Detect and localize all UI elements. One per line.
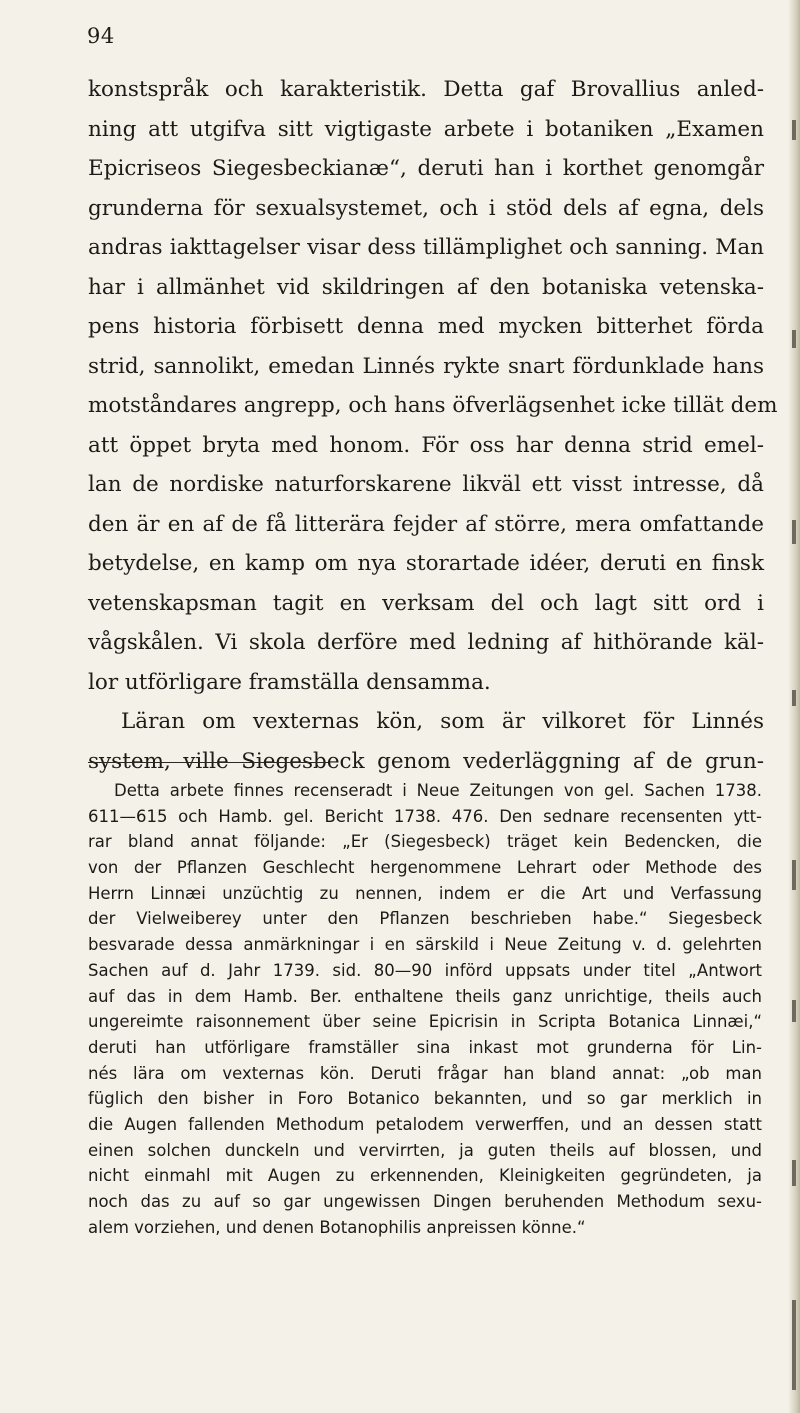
footnote-line: die Augen fallenden Methodum petalodem verwerffen, und an dessen statt (88, 1114, 762, 1134)
footnote-line: 611—615 och Hamb. gel. Bericht 1738. 476. Den sednare recensenten ytt- (88, 806, 762, 826)
body-line: vågskålen. Vi skola derföre med ledning af hithörande käl- (88, 630, 764, 655)
body-line: pens historia förbisett denna med mycken bitterhet förda (88, 314, 764, 339)
body-line: betydelse, en kamp om nya storartade idéer, deruti en finsk (88, 551, 764, 576)
gutter-mark (792, 120, 796, 140)
footnote-line: Detta arbete finnes recenseradt i Neue Zeitungen von gel. Sachen 1738. (114, 781, 762, 800)
gutter-mark (792, 690, 796, 706)
footnote-line: alem vorziehen, und denen Botanophilis anpreissen könne.“ (88, 1217, 586, 1237)
body-line: att öppet bryta med honom. För oss har denna strid emel- (88, 432, 764, 458)
body-line: lor utförligare framställa densamma. (88, 669, 491, 695)
footnote-line: ungereimte raisonnement über seine Epicrisin in Scripta Botanica Linnæi,“ (88, 1012, 762, 1032)
body-line: har i allmänhet vid skildringen af den botaniska vetenska- (88, 274, 764, 300)
body-line: Epicriseos Siegesbeckianæ“, deruti han i korthet genomgår (88, 156, 764, 181)
body-line: ning att utgifva sitt vigtigaste arbete i botaniken „Examen (88, 116, 764, 142)
body-line: grunderna för sexualsystemet, och i stöd dels af egna, dels (88, 195, 764, 221)
footnote-line: rar bland annat följande: „Er (Siegesbeck) träget kein Bedencken, die (88, 832, 762, 852)
main-body-text (88, 70, 778, 781)
footnote-line: füglich den bisher in Foro Botanico bekannten, und so gar merklich in (88, 1089, 762, 1109)
footnote-line: besvarade dessa anmärkningar i en särskild i Neue Zeitung v. d. gelehrten (88, 935, 762, 955)
body-line: konstspråk och karakteristik. Detta gaf Brovallius anled- (88, 77, 764, 102)
footnote-line: nicht einmahl mit Augen zu erkennenden, Kleinigkeiten gegründeten, ja (88, 1166, 762, 1186)
footnote-line: auf das in dem Hamb. Ber. enthaltene theils ganz unrichtige, theils auch (88, 986, 762, 1006)
body-line: strid, sannolikt, emedan Linnés rykte snart fördunklade hans (88, 353, 764, 379)
footnote-line: Sachen auf d. Jahr 1739. sid. 80—90 införd uppsats under titel „Antwort (88, 960, 762, 980)
page-gutter-edge (788, 0, 800, 1413)
gutter-mark (792, 520, 796, 544)
body-line: system, ville Siegesbeck genom vederläggning af de grun- (88, 748, 764, 774)
footnote-line: einen solchen dunckeln und vervirrten, ja guten theils auf blossen, und (88, 1140, 762, 1160)
footnote-line: nés lära om vexternas kön. Deruti frågar han bland annat: „ob man (88, 1063, 762, 1083)
gutter-mark (792, 330, 796, 348)
footnote-line: Herrn Linnæi unzüchtig zu nennen, indem er die Art und Verfassung (88, 883, 762, 903)
body-line: den är en af de få litterära fejder af större, mera omfattande (88, 511, 764, 537)
footnote-line: deruti han utförligare framställer sina inkast mot grunderna för Lin- (88, 1037, 762, 1057)
footnote-line: der Vielweiberey unter den Pflanzen beschrieben habe.“ Siegesbeck (88, 909, 762, 929)
footnote-divider (88, 762, 328, 763)
body-line: motståndares angrepp, och hans öfverlägsenhet icke tillät dem (88, 393, 778, 418)
gutter-mark (792, 1160, 796, 1186)
body-line: lan de nordiske naturforskarene likväl ett visst intresse, då (88, 472, 764, 497)
gutter-mark (792, 1300, 796, 1390)
body-line: andras iakttagelser visar dess tillämplighet och sanning. Man (88, 235, 764, 260)
gutter-mark (792, 1000, 796, 1022)
gutter-mark (792, 860, 796, 890)
footnote-line: noch das zu auf so gar ungewissen Dingen beruhenden Methodum sexu- (88, 1192, 762, 1211)
page-number: 94 (87, 24, 115, 48)
footnote-line: von der Pflanzen Geschlecht hergenommene Lehrart oder Methode des (88, 858, 762, 878)
body-line: Läran om vexternas kön, som är vilkoret för Linnés (121, 709, 764, 734)
body-line: vetenskapsman tagit en verksam del och lagt sitt ord i (88, 590, 764, 616)
footnote (88, 778, 762, 1240)
